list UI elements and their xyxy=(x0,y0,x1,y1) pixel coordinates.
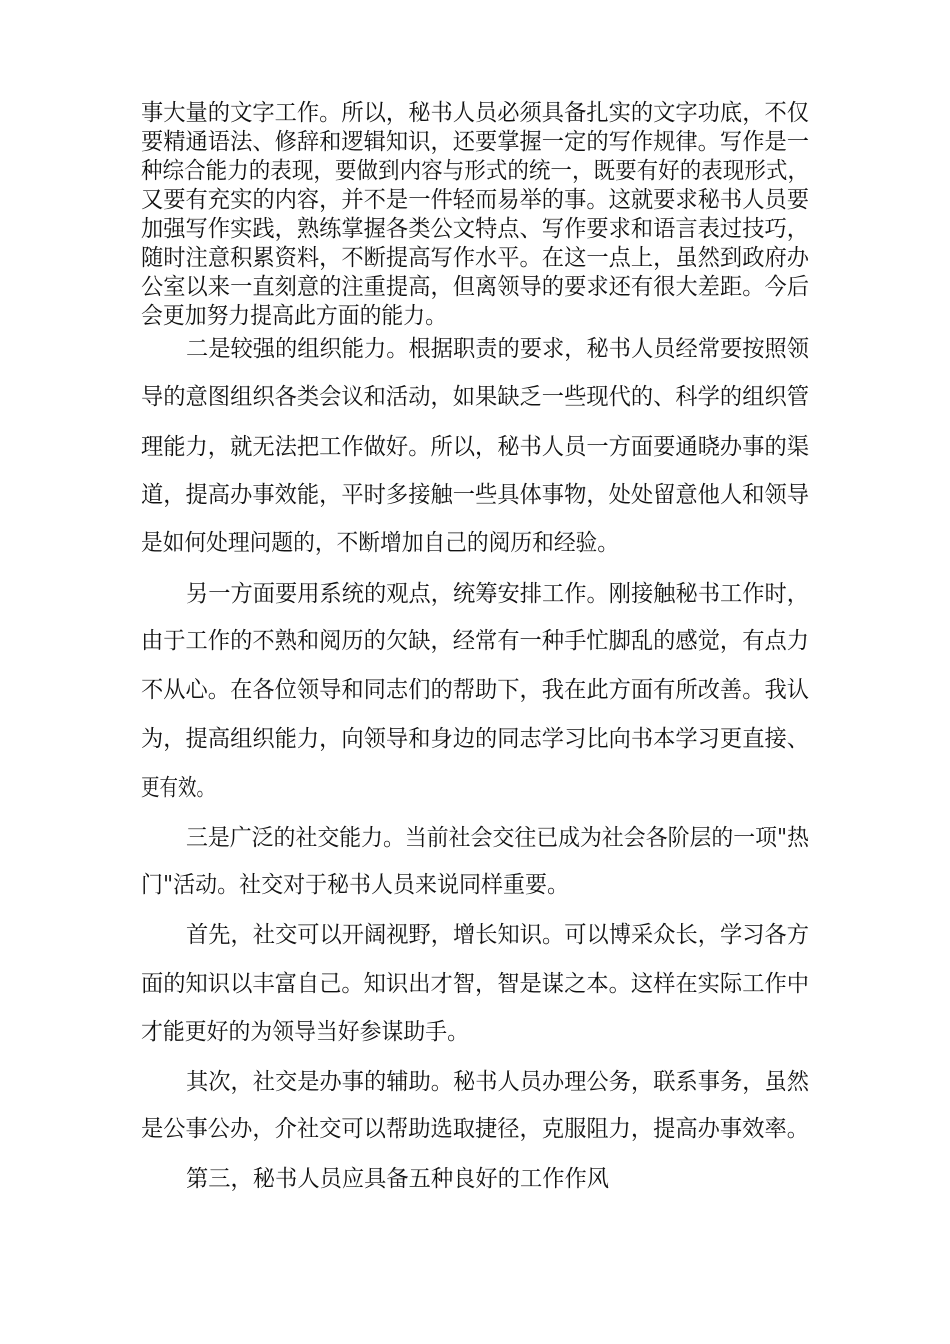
text-line: 是如何处理问题的，不断增加自己的阅历和经验。 xyxy=(141,530,619,556)
text-line: 二是较强的组织能力。根据职责的要求，秘书人员经常要按照领 xyxy=(186,336,809,362)
text-line: 更有效。 xyxy=(141,775,215,801)
text-line: 面的知识以丰富自己。知识出才智，智是谋之本。这样在实际工作中 xyxy=(141,971,809,997)
text-line: 才能更好的为领导当好参谋助手。 xyxy=(141,1019,469,1045)
text-line: 不从心。在各位领导和同志们的帮助下，我在此方面有所改善。我认 xyxy=(141,677,809,703)
text-line: 第三，秘书人员应具备五种良好的工作作风 xyxy=(186,1166,609,1192)
text-line: 其次，社交是办事的辅助。秘书人员办理公务，联系事务，虽然 xyxy=(186,1069,809,1095)
text-line: 种综合能力的表现，要做到内容与形式的统一，既要有好的表现形式， xyxy=(141,158,809,184)
text-line: 首先，社交可以开阔视野，增长知识。可以博采众长，学习各方 xyxy=(186,922,809,948)
text-line: 由于工作的不熟和阅历的欠缺，经常有一种手忙脚乱的感觉，有点力 xyxy=(141,628,809,654)
text-line: 事大量的文字工作。所以，秘书人员必须具备扎实的文字功底，不仅 xyxy=(141,100,809,126)
text-line: 要精通语法、修辞和逻辑知识，还要掌握一定的写作规律。写作是一 xyxy=(141,129,809,155)
text-line: 三是广泛的社交能力。当前社会交往已成为社会各阶层的一项"热 xyxy=(186,825,809,851)
text-line: 又要有充实的内容，并不是一件轻而易举的事。这就要求秘书人员要 xyxy=(141,187,809,213)
text-line: 加强写作实践，熟练掌握各类公文特点、写作要求和语言表过技巧， xyxy=(141,216,809,242)
text-line: 门"活动。社交对于秘书人员来说同样重要。 xyxy=(141,872,569,898)
text-line: 是公事公办，介社交可以帮助选取捷径，克服阻力，提高办事效率。 xyxy=(141,1116,809,1142)
text-line: 另一方面要用系统的观点，统筹安排工作。刚接触秘书工作时， xyxy=(186,581,809,607)
text-line: 随时注意积累资料，不断提高写作水平。在这一点上，虽然到政府办 xyxy=(141,245,809,271)
text-line: 道，提高办事效能，平时多接触一些具体事物，处处留意他人和领导 xyxy=(141,482,809,508)
text-line: 公室以来一直刻意的注重提高，但离领导的要求还有很大差距。今后 xyxy=(141,274,809,300)
text-line: 会更加努力提高此方面的能力。 xyxy=(141,303,447,329)
text-line: 理能力，就无法把工作做好。所以，秘书人员一方面要通晓办事的渠 xyxy=(141,434,809,460)
text-line: 导的意图组织各类会议和活动，如果缺乏一些现代的、科学的组织管 xyxy=(141,384,809,410)
text-line: 为，提高组织能力，向领导和身边的同志学习比向书本学习更直接、 xyxy=(141,726,809,752)
